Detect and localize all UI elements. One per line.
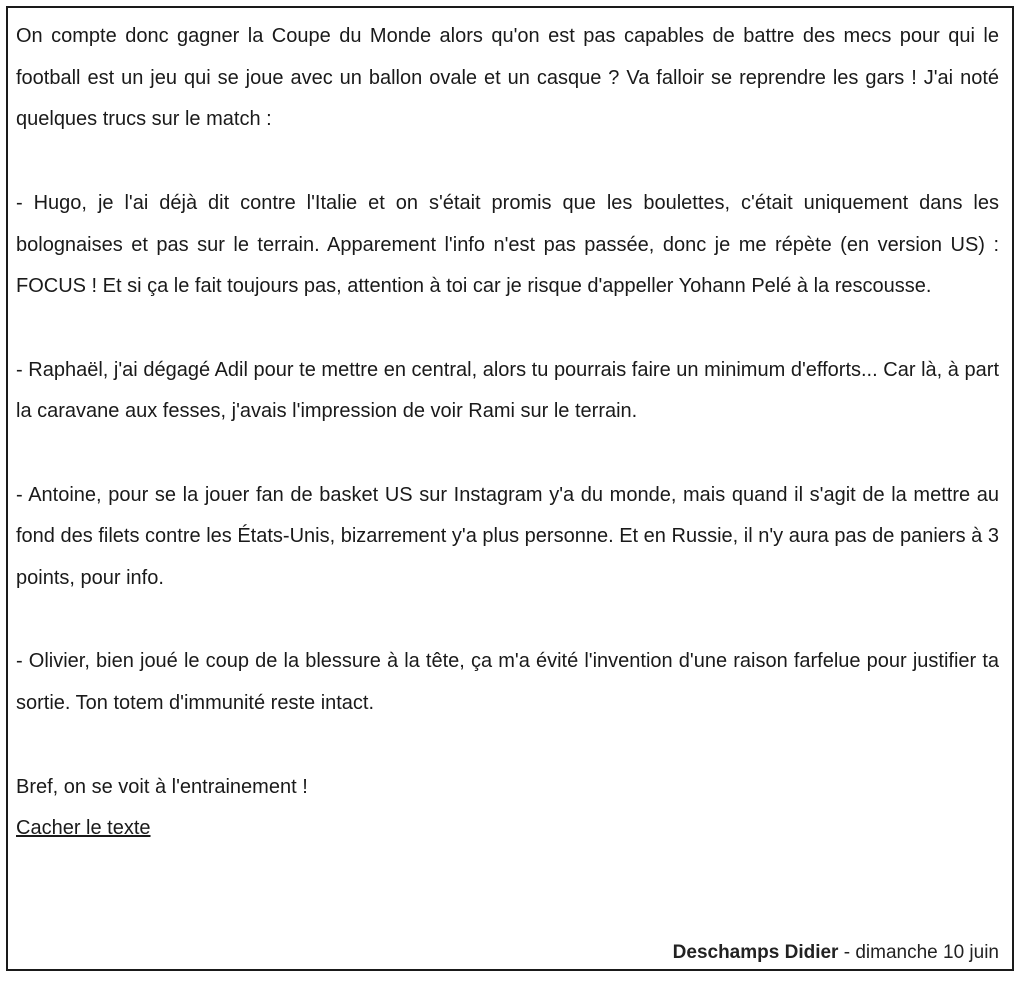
- post-paragraph-intro: On compte donc gagner la Coupe du Monde alors qu'on est pas capables de battre des mecs pour qui le football est un jeu qui se joue avec un ballon ovale et un casque ? Va falloir se reprendre les gars ! J'ai noté quelques trucs sur le match :: [16, 25, 999, 131]
- post-card: [6, 6, 1014, 971]
- signature-separator: -: [838, 942, 856, 963]
- post-paragraph-antoine: - Antoine, pour se la jouer fan de basket US sur Instagram y'a du monde, mais quand il s'agit de la mettre au fond des filets contre les États-Unis, bizarrement y'a plus personne. Et en Russie, il n'y aura pas de paniers à 3 points, pour info.: [16, 483, 999, 590]
- paragraph-spacer: [16, 308, 999, 350]
- author-name: Deschamps Didier: [672, 942, 839, 963]
- post-paragraph-olivier: - Olivier, bien joué le coup de la blessure à la tête, ça m'a évité l'invention d'une raison farfelue pour justifier ta sortie. Ton totem d'immunité reste intact.: [16, 650, 999, 715]
- post-date: dimanche 10 juin: [855, 942, 999, 963]
- paragraph-spacer: [16, 725, 999, 767]
- paragraph-spacer: [16, 433, 999, 475]
- post-paragraph-closing: Bref, on se voit à l'entrainement !: [16, 775, 308, 798]
- hide-text-link[interactable]: Cacher le texte: [16, 817, 151, 840]
- post-body: [16, 16, 999, 850]
- paragraph-spacer: [16, 600, 999, 642]
- post-paragraph-raphael: - Raphaël, j'ai dégagé Adil pour te mettre en central, alors tu pourrais faire un minimum d'efforts... Car là, à part la caravane aux fesses, j'avais l'impression de voir Rami sur le terrain.: [16, 358, 999, 423]
- paragraph-spacer: [16, 141, 999, 183]
- post-signature: [673, 941, 999, 965]
- post-paragraph-hugo: - Hugo, je l'ai déjà dit contre l'Italie et on s'était promis que les boulettes, c'était uniquement dans les bolognaises et pas sur le terrain. Apparement l'info n'est pas passée, donc je me répète (en version US) : FOCUS ! Et si ça le fait toujours pas, attention à toi car je risque d'appeller Yohann Pelé à la rescousse.: [16, 191, 999, 298]
